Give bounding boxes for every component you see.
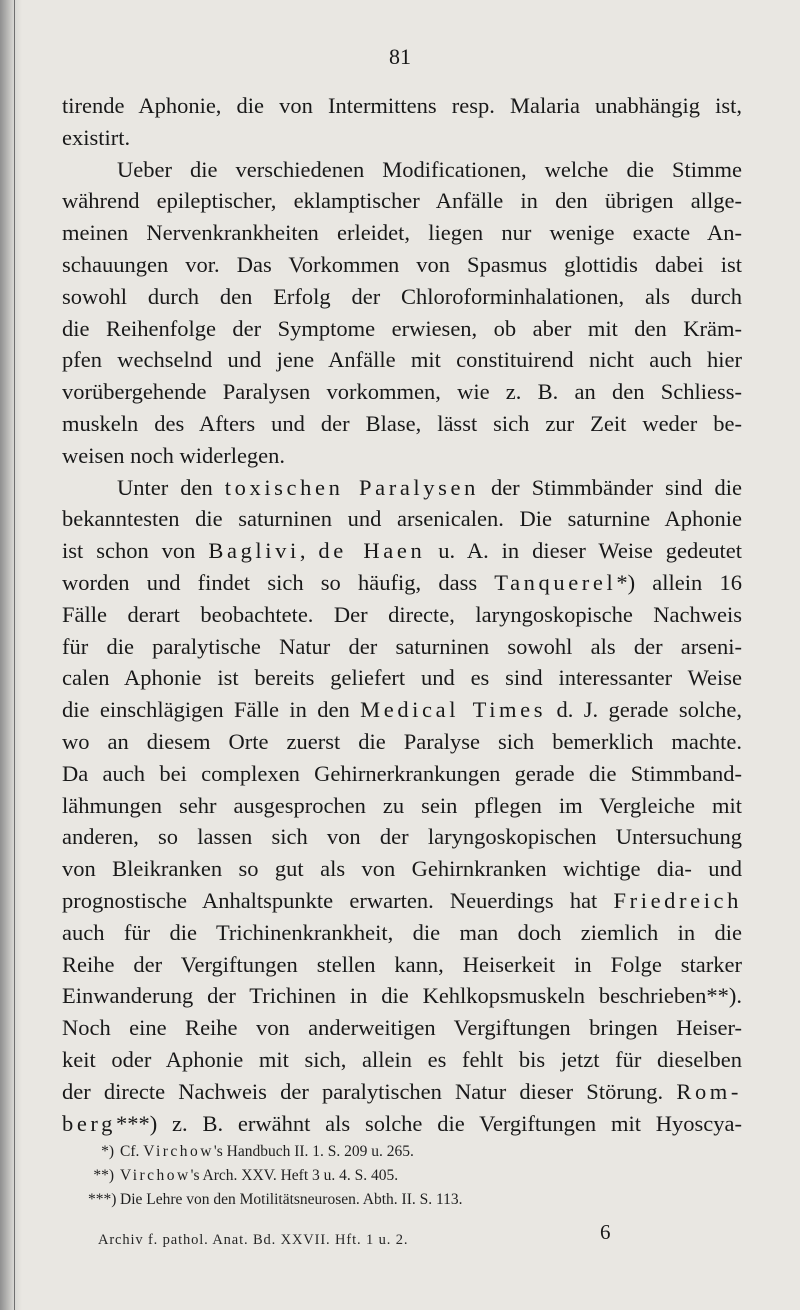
text-line: lähmungen sehr ausgesprochen zu sein pflegen im Vergleiche mit: [62, 792, 742, 818]
text-run: Die Lehre von den Motilitätsneurosen. Abth. II. S. 113.: [120, 1191, 463, 1208]
text-line: sowohl durch den Erfolg der Chloroforminhalationen, als durch: [62, 283, 742, 309]
spaced-name: Tanquerel: [494, 569, 617, 595]
text-line: tirende Aphonie, die von Intermittens resp. Malaria unabhängig ist,: [62, 93, 742, 118]
sheet-number: 6: [600, 1220, 611, 1244]
text-line: keit oder Aphonie mit sich, allein es fehlt bis jetzt für dieselben: [62, 1046, 742, 1072]
text-line: weisen noch widerlegen.: [62, 442, 286, 468]
text-run: prognostische Anhaltspunkte erwarten. Neuerdings hat: [62, 887, 614, 913]
text-line: [62, 694, 742, 726]
footnote-mark: **): [93, 1167, 114, 1184]
footnote: [88, 1164, 708, 1188]
text-run: Cf.: [120, 1143, 144, 1160]
page-edge-line: [14, 0, 15, 1310]
text-line: Fälle derart beobachtete. Der directe, laryngoskopische Nachweis: [62, 601, 742, 627]
text-line: [62, 1076, 742, 1108]
spaced-name: Virchow: [120, 1167, 191, 1184]
text-line: [62, 472, 742, 504]
body-text: [62, 90, 742, 1139]
page-gutter-shadow: [0, 0, 22, 1310]
footnotes: [88, 1140, 708, 1212]
text-line: muskeln des Afters und der Blase, lässt sich zur Zeit weder be-: [62, 410, 742, 436]
text-run: worden und findet sich so häufig, dass: [62, 569, 495, 595]
text-line: [62, 535, 742, 567]
text-run: 's Handbuch II. 1. S. 209 u. 265.: [213, 1143, 414, 1160]
footnote: [88, 1140, 708, 1164]
text-line: Noch eine Reihe von anderweitigen Vergiftungen bringen Heiser-: [62, 1015, 742, 1041]
text-line: bekanntesten die saturninen und arsenicalen. Die saturnine Aphonie: [62, 506, 742, 532]
footnote: [88, 1188, 708, 1212]
spaced-name: Medical Times: [360, 697, 547, 723]
text-line: existirt.: [62, 124, 131, 150]
text-run: die einschlägigen Fälle in den: [62, 697, 361, 723]
text-run: *) allein 16: [616, 569, 742, 595]
text-line: Reihe der Vergiftungen stellen kann, Heiserkeit in Folge starker: [62, 951, 742, 977]
text-line: auch für die Trichinenkrankheit, die man doch ziemlich in die: [62, 919, 742, 945]
page-number: 81: [389, 44, 411, 69]
signature-line: Archiv f. pathol. Anat. Bd. XXVII. Hft. 1 u. 2.: [98, 1232, 409, 1248]
spaced-name: toxischen Paralysen: [224, 474, 479, 500]
text-line: [62, 567, 742, 599]
footnote-mark: ***): [88, 1191, 117, 1208]
spaced-name: de Haen: [318, 538, 426, 564]
text-line: calen Aphonie ist bereits geliefert und es sind interessanter Weise: [62, 665, 742, 691]
spaced-name: Virchow: [143, 1143, 214, 1160]
text-line: vorübergehende Paralysen vorkommen, wie z. B. an den Schliess-: [62, 379, 742, 405]
text-run: der Stimmbänder sind die: [478, 474, 742, 500]
spaced-name: Baglivi: [208, 538, 300, 564]
text-run: ***) z. B. erwähnt als solche die Vergiftungen mit Hyoscya-: [115, 1110, 742, 1136]
text-line: [62, 1108, 742, 1140]
text-line: von Bleikranken so gut als von Gehirnkranken wichtige dia- und: [62, 856, 742, 882]
spaced-name: berg: [62, 1110, 116, 1136]
text-run: 's Arch. XXV. Heft 3 u. 4. S. 405.: [190, 1167, 399, 1184]
spaced-name: Friedreich: [613, 887, 742, 913]
text-line: für die paralytische Natur der saturninen sowohl als der arseni-: [62, 633, 742, 659]
text-run: ist schon von: [62, 538, 209, 564]
text-run: u. A. in dieser Weise gedeutet: [425, 538, 742, 564]
text-run: d. J. gerade solche,: [546, 697, 742, 723]
footnote-mark: *): [101, 1143, 114, 1160]
text-line: Da auch bei complexen Gehirnerkrankungen gerade die Stimmband-: [62, 760, 742, 786]
text-run: der directe Nachweis der paralytischen Natur dieser Störung.: [62, 1078, 677, 1104]
text-line: pfen wechselnd und jene Anfälle mit constituirend nicht auch hier: [62, 347, 742, 373]
spaced-name: Rom-: [676, 1078, 742, 1104]
text-line: schauungen vor. Das Vorkommen von Spasmus glottidis dabei ist: [62, 251, 742, 277]
text-run: ,: [299, 538, 319, 564]
text-line: [62, 885, 742, 917]
text-line: Ueber die verschiedenen Modificationen, welche die Stimme: [117, 156, 742, 182]
text-run: Unter den: [117, 474, 225, 500]
text-line: anderen, so lassen sich von der laryngoskopischen Untersuchung: [62, 824, 742, 850]
text-line: meinen Nervenkrankheiten erleidet, liegen nur wenige exacte An-: [62, 220, 742, 246]
text-line: wo an diesem Orte zuerst die Paralyse sich bemerklich machte.: [62, 728, 742, 754]
text-line: während epileptischer, eklamptischer Anfälle in den übrigen allge-: [62, 188, 742, 214]
text-line: die Reihenfolge der Symptome erwiesen, ob aber mit den Kräm-: [62, 315, 742, 341]
text-line: Einwanderung der Trichinen in die Kehlkopsmuskeln beschrieben**).: [62, 983, 742, 1009]
